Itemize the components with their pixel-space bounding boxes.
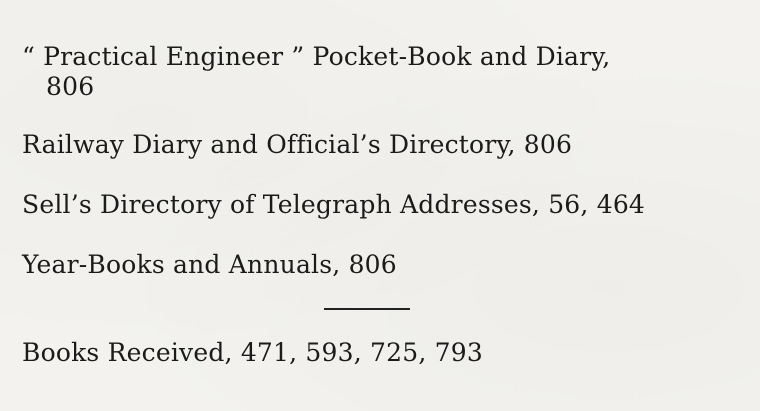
index-entry-sells-directory [22, 190, 645, 220]
index-entry-text: Railway Diary and Official’s Directory, 806 [22, 130, 573, 159]
index-entry-text: “ Practical Engineer ” Pocket-Book and Diary, [22, 42, 611, 71]
index-entry-text: Books Received, 471, 593, 725, 793 [22, 338, 483, 367]
section-divider [324, 308, 410, 310]
index-entry-text: Year-Books and Annuals, 806 [22, 250, 397, 279]
index-entry-page-ref: 806 [46, 72, 95, 101]
index-entry-year-books [22, 250, 397, 280]
index-entry-books-received [22, 338, 483, 368]
index-entry-text: Sell’s Directory of Telegraph Addresses, 56, 464 [22, 190, 646, 219]
index-entry-railway-diary [22, 130, 572, 160]
index-entry-practical-engineer [22, 42, 610, 102]
